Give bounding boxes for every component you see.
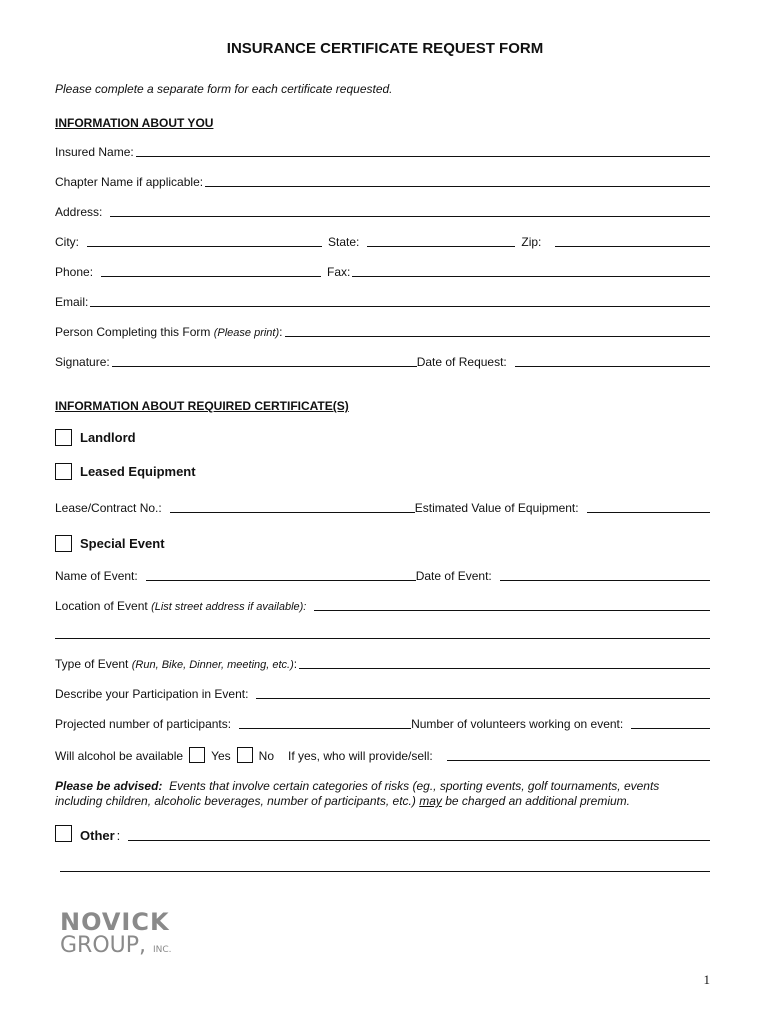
address-row [55, 203, 710, 219]
signature-field[interactable] [112, 366, 417, 367]
email-label: Email: [55, 295, 89, 309]
participation-row [55, 685, 710, 701]
chapter-name-label: Chapter Name if applicable: [55, 175, 204, 189]
leased-equipment-option [55, 463, 196, 480]
estimated-value-label: Estimated Value of Equipment: [414, 501, 579, 515]
city-field[interactable] [87, 246, 322, 247]
other-checkbox[interactable] [55, 825, 72, 842]
date-of-event-field[interactable] [500, 580, 710, 581]
advisory-note: Please be advised: Events that involve certain categories of risks (eg., sporting events, golf tournaments, events including children, alcoholic beverages, number of participants, etc.) may be charged an additional premium. [55, 779, 660, 808]
alcohol-yes-checkbox[interactable] [189, 747, 205, 763]
landlord-option [55, 429, 136, 446]
person-completing-field[interactable] [285, 336, 711, 337]
other-field[interactable] [128, 840, 710, 841]
insured-name-field[interactable] [136, 156, 710, 157]
date-of-request-field[interactable] [515, 366, 710, 367]
location-of-event-line-2[interactable] [55, 638, 710, 639]
email-field[interactable] [90, 306, 710, 307]
signature-label: Signature: [55, 355, 110, 369]
landlord-label: Landlord [80, 430, 136, 445]
special-event-checkbox[interactable] [55, 535, 72, 552]
city-label: City: [55, 235, 79, 249]
alcohol-row [55, 747, 710, 763]
describe-participation-label: Describe your Participation in Event: [55, 687, 249, 701]
landlord-checkbox[interactable] [55, 429, 72, 446]
date-of-event-label: Date of Event: [415, 569, 492, 583]
event-name-row [55, 567, 710, 583]
section-info-you: INFORMATION ABOUT YOU [55, 116, 214, 130]
state-label: State: [328, 235, 360, 249]
participants-row [55, 715, 710, 731]
who-provide-label: If yes, who will provide/sell: [288, 749, 433, 763]
leased-equipment-label: Leased Equipment [80, 464, 196, 479]
type-of-event-field[interactable] [299, 668, 710, 669]
page-number: 1 [703, 972, 710, 987]
other-line-2[interactable] [60, 871, 710, 872]
intro-text: Please complete a separate form for each certificate requested. [55, 82, 393, 96]
zip-field[interactable] [555, 246, 710, 247]
type-of-event-row [55, 655, 710, 671]
logo-line-2: GROUP, INC. [60, 933, 172, 958]
special-event-label: Special Event [80, 536, 165, 551]
logo-line-1: NOVICK [60, 908, 170, 936]
location-of-event-field[interactable] [314, 610, 710, 611]
alcohol-label: Will alcohol be available [55, 749, 184, 763]
leased-equipment-checkbox[interactable] [55, 463, 72, 480]
alcohol-yes-label: Yes [211, 749, 231, 763]
phone-fax-row [55, 263, 710, 279]
who-provide-field[interactable] [447, 760, 710, 761]
type-of-event-label: Type of Event (Run, Bike, Dinner, meeting, etc.): [55, 657, 298, 671]
other-label: Other [80, 828, 115, 843]
insured-name-row [55, 143, 710, 159]
phone-label: Phone: [55, 265, 94, 279]
lease-contract-row [55, 499, 710, 515]
fax-label: Fax: [327, 265, 351, 279]
form-title: INSURANCE CERTIFICATE REQUEST FORM [226, 40, 544, 57]
alcohol-no-checkbox[interactable] [237, 747, 253, 763]
location-row [55, 597, 710, 613]
person-completing-row [55, 323, 710, 339]
insured-name-label: Insured Name: [55, 145, 134, 159]
projected-participants-label: Projected number of participants: [55, 717, 232, 731]
address-field[interactable] [110, 216, 710, 217]
date-of-request-label: Date of Request: [416, 355, 507, 369]
location-of-event-label: Location of Event (List street address if available): [55, 599, 307, 613]
city-state-zip-row [55, 233, 710, 249]
address-label: Address: [55, 205, 103, 219]
person-completing-label: Person Completing this Form (Please print): [55, 325, 283, 339]
other-row: Other : [55, 825, 710, 843]
chapter-name-field[interactable] [205, 186, 710, 187]
volunteers-field[interactable] [631, 728, 710, 729]
estimated-value-field[interactable] [587, 512, 710, 513]
volunteers-label: Number of volunteers working on event: [411, 717, 624, 731]
email-row [55, 293, 710, 309]
name-of-event-label: Name of Event: [55, 569, 138, 583]
chapter-name-row [55, 173, 710, 189]
section-info-certificate: INFORMATION ABOUT REQUIRED CERTIFICATE(S) [55, 399, 349, 413]
fax-field[interactable] [352, 276, 710, 277]
alcohol-no-label: No [258, 749, 274, 763]
signature-row [55, 353, 710, 369]
describe-participation-field[interactable] [256, 698, 710, 699]
lease-contract-field[interactable] [170, 512, 415, 513]
lease-contract-label: Lease/Contract No.: [55, 501, 162, 515]
special-event-option [55, 535, 165, 552]
phone-field[interactable] [101, 276, 321, 277]
name-of-event-field[interactable] [146, 580, 416, 581]
zip-label: Zip: [521, 235, 542, 249]
company-logo [60, 910, 172, 962]
state-field[interactable] [367, 246, 515, 247]
projected-participants-field[interactable] [239, 728, 411, 729]
